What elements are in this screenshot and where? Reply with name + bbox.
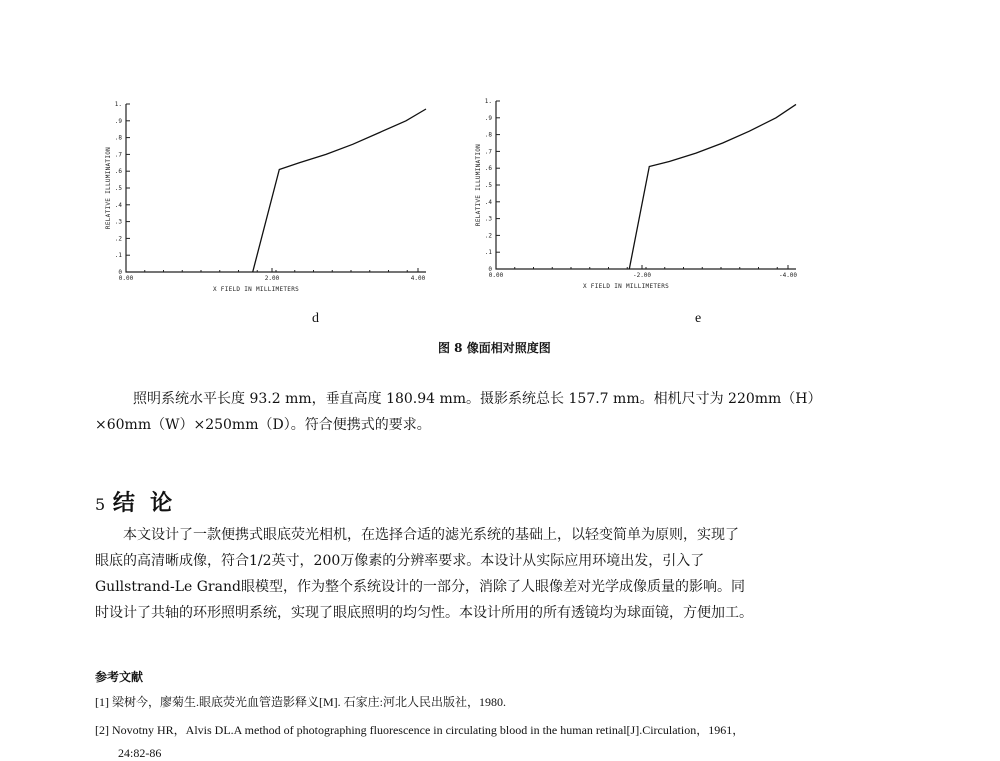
reference-item: [2] Novotny HR，Alvis DL.A method of photographing fluorescence in circulating blood in the human retinal[J].Circulation，1961， bbox=[95, 723, 745, 737]
section-number: 5 bbox=[95, 495, 106, 514]
chart-d-ytick-label: .7 bbox=[114, 151, 122, 159]
chart-d-xtick-label: 2.00 bbox=[264, 275, 280, 282]
chart-d-ytick-label: .2 bbox=[114, 235, 122, 243]
chart-d-ytick-label: .9 bbox=[114, 117, 122, 125]
chart-d-ytick-label: .3 bbox=[114, 218, 122, 226]
chart-d-svg bbox=[100, 98, 440, 303]
chart-e-xtick-label: -2.00 bbox=[632, 272, 652, 279]
paragraph-2-line: 眼底的高清晰成像，符合1/2英寸，200万像素的分辨率要求。本设计从实际应用环境出发，引入了 bbox=[95, 553, 705, 569]
reference-item: [1] 梁树今，廖菊生.眼底荧光血管造影释义[M]. 石家庄:河北人民出版社，1980. bbox=[95, 695, 506, 709]
chart-e-ytick-label: .7 bbox=[484, 148, 492, 156]
chart-e-ytick-label: .3 bbox=[484, 215, 492, 223]
chart-e-xtick-label: 0.00 bbox=[488, 272, 504, 279]
chart-e-ytick-label: .2 bbox=[484, 232, 492, 240]
section-heading bbox=[95, 486, 172, 517]
chart-d-axes bbox=[126, 104, 426, 272]
chart-d-xlabel: X FIELD IN MILLIMETERS bbox=[212, 286, 300, 293]
paragraph-2-line: Gullstrand-Le Grand眼模型，作为整个系统设计的一部分，消除了人眼像差对光学成像质量的影响。同 bbox=[95, 579, 745, 595]
chart-e-ytick-label: .4 bbox=[484, 198, 492, 206]
chart-d-ytick-label: .4 bbox=[114, 201, 122, 209]
chart-e-xtick-label: -4.00 bbox=[778, 272, 798, 279]
chart-e bbox=[470, 95, 810, 300]
chart-e-ytick-label: .5 bbox=[484, 182, 492, 189]
chart-e-ylabel: RELATIVE ILLUMINATION bbox=[475, 143, 482, 227]
panel-label-e: e bbox=[695, 311, 702, 326]
chart-e-ytick-label: 1. bbox=[484, 98, 492, 105]
chart-d-ytick-label: 1. bbox=[114, 101, 122, 108]
paragraph-1 bbox=[95, 386, 975, 438]
chart-d-series-line bbox=[253, 109, 426, 272]
chart-e-ytick-label: .9 bbox=[484, 114, 492, 122]
paragraph-2-line: 本文设计了一款便携式眼底荧光相机，在选择合适的滤光系统的基础上，以轻变简单为原则，实现了 bbox=[123, 527, 739, 543]
chart-d bbox=[100, 98, 440, 303]
paragraph-1-line: ×60mm（W）×250mm（D）。符合便携式的要求。 bbox=[95, 417, 431, 433]
chart-d-xtick-label: 4.00 bbox=[410, 275, 426, 282]
paragraph-2-line: 时设计了共轴的环形照明系统，实现了眼底照明的均匀性。本设计所用的所有透镜均为球面镜，方便加工。 bbox=[95, 605, 753, 621]
references-title: 参考文献 bbox=[95, 670, 144, 684]
chart-e-ytick-label: .6 bbox=[484, 165, 492, 173]
chart-d-ylabel: RELATIVE ILLUMINATION bbox=[105, 146, 112, 230]
chart-d-xtick-label: 0.00 bbox=[118, 275, 134, 282]
paragraph-2 bbox=[95, 522, 975, 626]
chart-d-ytick-label: 0 bbox=[118, 269, 122, 276]
panel-label-d: d bbox=[312, 311, 319, 326]
chart-d-ytick-label: .1 bbox=[114, 252, 122, 260]
section-title: 结 论 bbox=[112, 490, 173, 516]
chart-d-ytick-label: .5 bbox=[114, 185, 122, 192]
chart-e-ytick-label: 0 bbox=[488, 266, 492, 273]
chart-e-ytick-label: .1 bbox=[484, 249, 492, 257]
chart-e-ytick-label: .8 bbox=[484, 131, 492, 139]
paragraph-1-line: 照明系统水平长度 93.2 mm，垂直高度 180.94 mm。摄影系统总长 157.7 mm。相机尺寸为 220mm（H） bbox=[133, 391, 822, 407]
chart-d-ytick-label: .6 bbox=[114, 168, 122, 176]
reference-item: 24:82-86 bbox=[118, 746, 162, 760]
figure-caption: 图 8 像面相对照度图 bbox=[438, 341, 551, 355]
chart-d-ytick-label: .8 bbox=[114, 134, 122, 142]
chart-e-xlabel: X FIELD IN MILLIMETERS bbox=[582, 283, 670, 290]
chart-e-svg bbox=[470, 95, 810, 300]
chart-e-series-line bbox=[629, 104, 796, 269]
